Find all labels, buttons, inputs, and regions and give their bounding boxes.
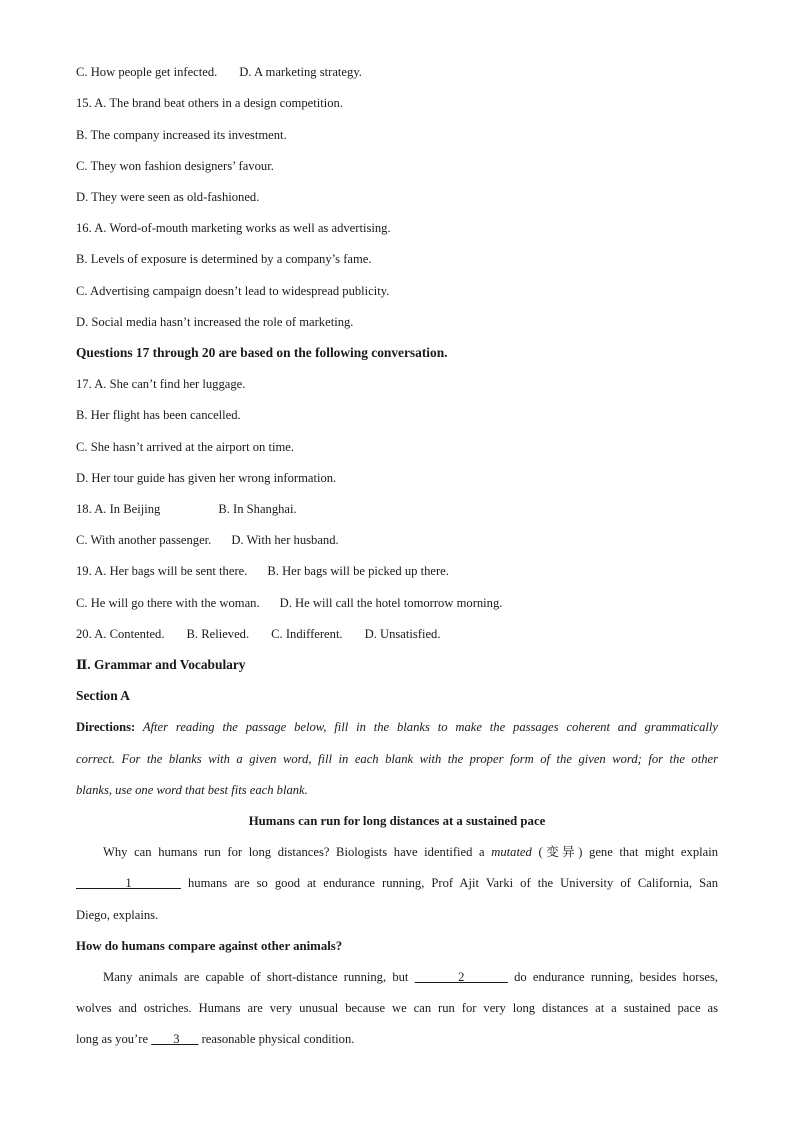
directions-text-1: After reading the passage below, fill in the blanks to make the passages coherent and grammatically bbox=[142, 720, 718, 734]
q20-option-a: 20. A. Contented. bbox=[76, 627, 165, 641]
p1-text-b: (变异) gene that might explain bbox=[531, 845, 719, 859]
q17-option-a: 17. A. She can’t find her luggage. bbox=[76, 377, 246, 391]
p2-text-d: long as you’re bbox=[76, 1032, 152, 1046]
p2-text-b: do endurance running, besides horses, bbox=[507, 970, 718, 984]
q20-option-b: B. Relieved. bbox=[186, 627, 250, 641]
p2-text-a: Many animals are capable of short-distance running, but bbox=[103, 970, 415, 984]
q16-option-a: 16. A. Word-of-mouth marketing works as well as advertising. bbox=[76, 221, 391, 235]
q15-option-d: D. They were seen as old-fashioned. bbox=[76, 190, 260, 204]
q20-option-c: C. Indifferent. bbox=[271, 627, 343, 641]
part-title: Ⅱ. Grammar and Vocabulary bbox=[76, 657, 246, 672]
blank-2[interactable]: 2 bbox=[414, 970, 508, 984]
q15-option-c: C. They won fashion designers’ favour. bbox=[76, 159, 274, 173]
directions-line-3: blanks, use one word that best fits each blank. bbox=[76, 783, 308, 797]
q18-option-d: D. With her husband. bbox=[231, 533, 339, 547]
p1-italic-word: mutated bbox=[491, 845, 532, 859]
q19-option-a: 19. A. Her bags will be sent there. bbox=[76, 564, 248, 578]
p1-text-a: Why can humans run for long distances? Biologists have identified a bbox=[103, 845, 492, 859]
passage-p2-line-2: wolves and ostriches. Humans are very unusual because we can run for very long distances at a sustained pace as bbox=[76, 1001, 718, 1015]
q16-option-c: C. Advertising campaign doesn’t lead to widespread publicity. bbox=[76, 284, 390, 298]
q17-option-d: D. Her tour guide has given her wrong information. bbox=[76, 471, 337, 485]
blank-3[interactable]: 3 bbox=[151, 1032, 199, 1046]
directions-line-1 bbox=[76, 719, 718, 735]
p2-text-e: reasonable physical condition. bbox=[198, 1032, 355, 1046]
passage-p1-line-1 bbox=[76, 844, 718, 860]
q19-options-cd bbox=[76, 595, 718, 611]
q14-option-c: C. How people get infected. bbox=[76, 65, 218, 79]
q20-options bbox=[76, 626, 718, 642]
q19-options-ab bbox=[76, 563, 718, 579]
passage-p2-line-1 bbox=[76, 969, 718, 985]
q16-option-d: D. Social media hasn’t increased the role of marketing. bbox=[76, 315, 354, 329]
q19-option-d: D. He will call the hotel tomorrow morning. bbox=[279, 596, 503, 610]
q14-option-d: D. A marketing strategy. bbox=[239, 65, 362, 79]
passage-subheading: How do humans compare against other animals? bbox=[76, 939, 343, 953]
q18-option-c: C. With another passenger. bbox=[76, 533, 212, 547]
q19-option-b: B. Her bags will be picked up there. bbox=[267, 564, 449, 578]
q20-option-d: D. Unsatisfied. bbox=[364, 627, 441, 641]
directions-line-2: correct. For the blanks with a given word, fill in each blank with the proper form of the given word; for the other bbox=[76, 752, 718, 766]
q18-option-b: B. In Shanghai. bbox=[218, 502, 297, 516]
q17-option-b: B. Her flight has been cancelled. bbox=[76, 408, 241, 422]
passage-p1-line-3: Diego, explains. bbox=[76, 908, 159, 922]
q18-options-ab bbox=[76, 501, 718, 517]
blank-1[interactable]: 1 bbox=[76, 876, 181, 890]
q19-option-c: C. He will go there with the woman. bbox=[76, 596, 260, 610]
q16-option-b: B. Levels of exposure is determined by a company’s fame. bbox=[76, 252, 372, 266]
passage-p1-line-2 bbox=[76, 875, 718, 891]
section-heading-17-20: Questions 17 through 20 are based on the following conversation. bbox=[76, 345, 448, 360]
q15-option-b: B. The company increased its investment. bbox=[76, 128, 287, 142]
q18-option-a: 18. A. In Beijing bbox=[76, 502, 161, 516]
passage-title: Humans can run for long distances at a sustained pace bbox=[248, 814, 546, 828]
p1-text-c: humans are so good at endurance running, Prof Ajit Varki of the University of California, San bbox=[180, 876, 719, 890]
q15-option-a: 15. A. The brand beat others in a design competition. bbox=[76, 96, 343, 110]
section-a-title: Section A bbox=[76, 688, 130, 703]
directions-label: Directions: bbox=[76, 720, 136, 734]
q14-options bbox=[76, 64, 718, 80]
passage-p2-line-3 bbox=[76, 1031, 718, 1047]
q17-option-c: C. She hasn’t arrived at the airport on time. bbox=[76, 440, 295, 454]
q18-options-cd bbox=[76, 532, 718, 548]
